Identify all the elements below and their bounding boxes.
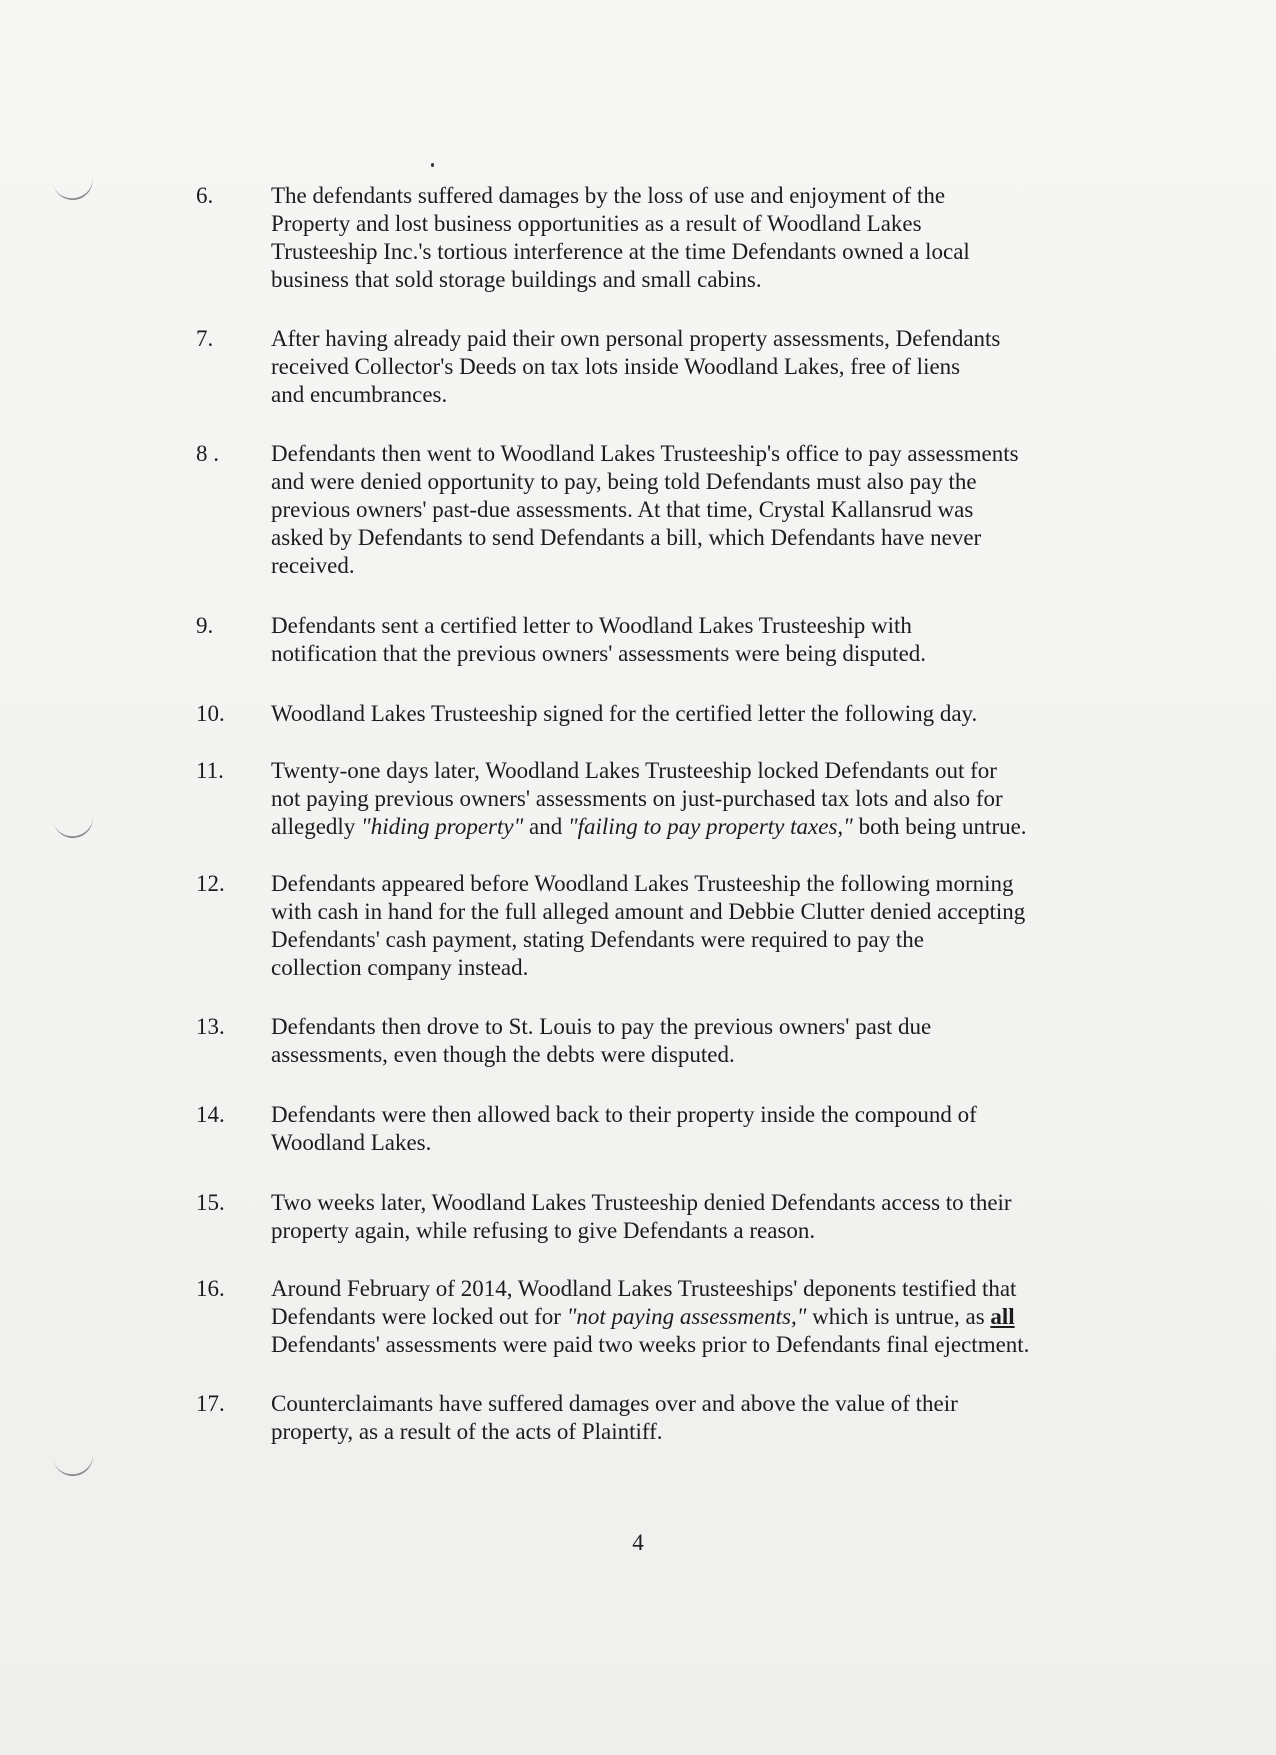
paragraph-text xyxy=(271,182,1106,294)
punch-hole-mark xyxy=(52,168,97,204)
paragraph-text xyxy=(271,870,1106,982)
paragraph-number: 12. xyxy=(196,871,225,896)
text-line xyxy=(271,1303,1106,1331)
paragraph-text xyxy=(271,1101,1106,1157)
text-line: Two weeks later, Woodland Lakes Trusteeship denied Defendants access to their xyxy=(271,1190,1012,1215)
text-run: both being untrue. xyxy=(852,814,1027,839)
paragraph-6 xyxy=(196,182,1106,294)
text-line: property, as a result of the acts of Plaintiff. xyxy=(271,1419,663,1444)
text-line: Trusteeship Inc.'s tortious interference at the time Defendants owned a local xyxy=(271,239,970,264)
paragraph-16 xyxy=(196,1275,1106,1359)
paragraph-number: 6. xyxy=(196,183,214,208)
text-line: and encumbrances. xyxy=(271,382,448,407)
text-line: business that sold storage buildings and small cabins. xyxy=(271,267,762,292)
paragraph-text xyxy=(271,1275,1106,1359)
paragraph-text xyxy=(271,612,1106,668)
text-line: Defendants appeared before Woodland Lakes Trusteeship the following morning xyxy=(271,871,1014,896)
paragraph-8 xyxy=(196,440,1106,580)
paragraph-text xyxy=(271,757,1106,841)
paragraph-number: 17. xyxy=(196,1391,225,1416)
punch-hole-mark xyxy=(52,807,96,842)
text-line: not paying previous owners' assessments on just-purchased tax lots and also for xyxy=(271,786,1003,811)
text-line: Defendants' cash payment, stating Defendants were required to pay the xyxy=(271,927,925,952)
paragraph-number: 8 . xyxy=(196,441,219,466)
text-line: Twenty-one days later, Woodland Lakes Trusteeship locked Defendants out for xyxy=(271,758,997,783)
paragraph-15 xyxy=(196,1189,1106,1245)
text-line: collection company instead. xyxy=(271,955,529,980)
quoted-phrase: "not paying assessments," xyxy=(566,1304,807,1329)
paragraph-12 xyxy=(196,870,1106,982)
paragraph-9 xyxy=(196,612,1106,668)
paragraph-text xyxy=(271,1013,1106,1069)
paragraph-text xyxy=(271,325,1106,409)
text-line: Woodland Lakes. xyxy=(271,1130,432,1155)
text-line: Defendants were then allowed back to their property inside the compound of xyxy=(271,1102,977,1127)
paragraph-number: 13. xyxy=(196,1014,225,1039)
paragraph-13 xyxy=(196,1013,1106,1069)
emphasized-word: all xyxy=(990,1304,1015,1329)
paragraph-14 xyxy=(196,1101,1106,1157)
text-run: which is untrue, as xyxy=(806,1304,991,1329)
text-run: allegedly xyxy=(271,814,362,839)
paragraph-17 xyxy=(196,1390,1106,1446)
page-number: 4 xyxy=(632,1530,644,1555)
paragraph-number: 14. xyxy=(196,1102,225,1127)
text-line xyxy=(271,813,1106,841)
text-line: Counterclaimants have suffered damages over and above the value of their xyxy=(271,1391,958,1416)
paragraph-number: 10. xyxy=(196,701,225,726)
quoted-phrase: "failing to pay property taxes," xyxy=(567,814,853,839)
text-line: Property and lost business opportunities as a result of Woodland Lakes xyxy=(271,211,922,236)
text-line: Defendants then went to Woodland Lakes Trusteeship's office to pay assessments xyxy=(271,441,1019,466)
text-line: previous owners' past-due assessments. At that time, Crystal Kallansrud was xyxy=(271,497,974,522)
text-line: notification that the previous owners' assessments were being disputed. xyxy=(271,641,927,666)
text-line: Woodland Lakes Trusteeship signed for the certified letter the following day. xyxy=(271,701,978,726)
text-line: with cash in hand for the full alleged amount and Debbie Clutter denied accepting xyxy=(271,899,1026,924)
paragraph-number: 16. xyxy=(196,1276,225,1301)
paragraph-11 xyxy=(196,757,1106,841)
text-line: and were denied opportunity to pay, being told Defendants must also pay the xyxy=(271,469,977,494)
text-line: property again, while refusing to give Defendants a reason. xyxy=(271,1218,816,1243)
paragraph-number: 11. xyxy=(196,758,224,783)
punch-hole-mark xyxy=(52,1445,96,1480)
paragraph-text xyxy=(271,440,1106,580)
text-line: received Collector's Deeds on tax lots inside Woodland Lakes, free of liens xyxy=(271,354,961,379)
paragraph-10 xyxy=(196,700,1106,728)
quoted-phrase: "hiding property" xyxy=(361,814,524,839)
text-line: Defendants' assessments were paid two weeks prior to Defendants final ejectment. xyxy=(271,1332,1030,1357)
scan-speck xyxy=(431,163,434,167)
text-line: asked by Defendants to send Defendants a bill, which Defendants have never xyxy=(271,525,982,550)
paragraph-text xyxy=(271,700,1106,728)
text-line: assessments, even though the debts were disputed. xyxy=(271,1042,735,1067)
paragraph-number: 15. xyxy=(196,1190,225,1215)
paragraph-number: 7. xyxy=(196,326,214,351)
text-line: received. xyxy=(271,553,355,578)
paragraph-text xyxy=(271,1189,1106,1245)
text-run: and xyxy=(523,814,568,839)
text-line: After having already paid their own personal property assessments, Defendants xyxy=(271,326,1001,351)
paragraph-number: 9. xyxy=(196,613,214,638)
text-line: The defendants suffered damages by the loss of use and enjoyment of the xyxy=(271,183,946,208)
text-line: Defendants then drove to St. Louis to pay the previous owners' past due xyxy=(271,1014,932,1039)
text-line: Around February of 2014, Woodland Lakes Trusteeships' deponents testified that xyxy=(271,1276,1017,1301)
text-line: Defendants sent a certified letter to Woodland Lakes Trusteeship with xyxy=(271,613,912,638)
paragraph-7 xyxy=(196,325,1106,409)
text-run: Defendants were locked out for xyxy=(271,1304,567,1329)
paragraph-text xyxy=(271,1390,1106,1446)
